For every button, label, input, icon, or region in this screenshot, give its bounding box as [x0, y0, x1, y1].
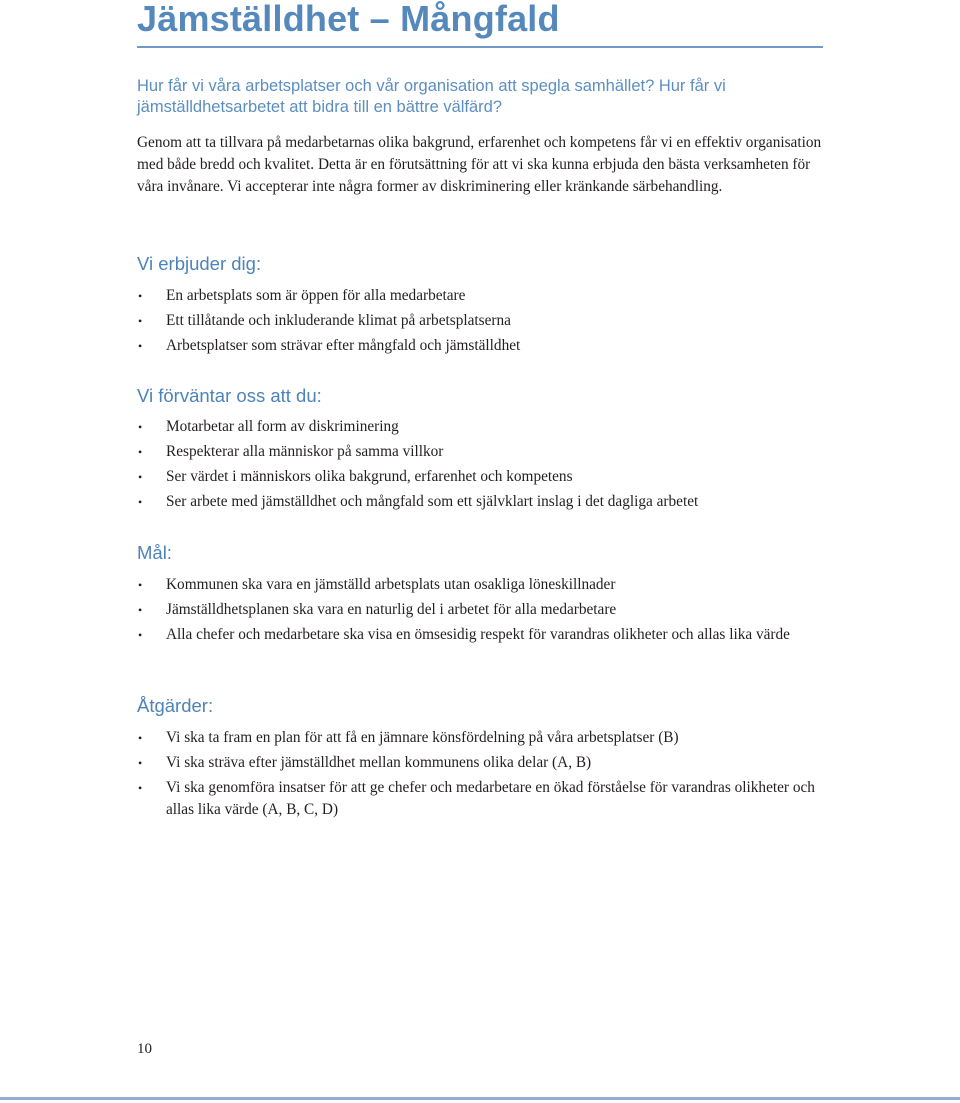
footer-rule — [0, 1097, 960, 1100]
section-heading-goals: Mål: — [137, 542, 172, 563]
intro-paragraph: Hur får vi våra arbetsplatser och vår organisation att spegla samhället? Hur får vi jämställdhetsarbetet att bidra till en bättre välfärd? — [137, 77, 726, 116]
list-item: • Motarbetar all form av diskriminering — [137, 416, 837, 438]
list-item: • Vi ska ta fram en plan för att få en jämnare könsfördelning på våra arbetsplatser (B) — [137, 727, 837, 749]
bullet-icon: • — [138, 470, 143, 484]
list-item: • En arbetsplats som är öppen för alla medarbetare — [137, 285, 837, 307]
list-item: • Ett tillåtande och inkluderande klimat på arbetsplatserna — [137, 310, 837, 332]
list-item: • Jämställdhetsplanen ska vara en naturlig del i arbetet för alla medarbetare — [137, 599, 837, 621]
bullet-icon: • — [138, 731, 143, 745]
bullet-icon: • — [138, 289, 143, 303]
section-heading-offer: Vi erbjuder dig: — [137, 253, 262, 274]
expectations-list — [137, 416, 837, 516]
title-underline — [137, 46, 823, 48]
offer-list — [137, 285, 837, 360]
goals-list — [137, 574, 837, 649]
bullet-icon: • — [138, 603, 143, 617]
bullet-icon: • — [138, 420, 143, 434]
bullet-icon: • — [138, 339, 143, 353]
list-item: • Ser arbete med jämställdhet och mångfald som ett självklart inslag i det dagliga arbetet — [137, 491, 837, 513]
page-title: Jämställdhet – Mångfald — [137, 0, 560, 39]
section-heading-actions: Åtgärder: — [137, 695, 214, 716]
bullet-icon: • — [138, 781, 143, 795]
list-item: • Kommunen ska vara en jämställd arbetsplats utan osakliga löneskillnader — [137, 574, 837, 596]
actions-list — [137, 727, 837, 824]
list-item: • Arbetsplatser som strävar efter mångfald och jämställdhet — [137, 335, 837, 357]
bullet-icon: • — [138, 756, 143, 770]
list-item: • Vi ska genomföra insatser för att ge chefer och medarbetare en ökad förståelse för varandras olikheter och allas lika värde (A, B, C, D) — [138, 779, 815, 818]
bullet-icon: • — [138, 495, 143, 509]
bullet-icon: • — [138, 628, 143, 642]
bullet-icon: • — [138, 578, 143, 592]
bullet-icon: • — [138, 445, 143, 459]
page-number: 10 — [137, 1041, 152, 1057]
bullet-icon: • — [138, 314, 143, 328]
list-item: • Alla chefer och medarbetare ska visa en ömsesidig respekt för varandras olikheter och allas lika värde — [137, 624, 837, 646]
list-item: • Ser värdet i människors olika bakgrund, erfarenhet och kompetens — [137, 466, 837, 488]
body-paragraph: Genom att ta tillvara på medarbetarnas olika bakgrund, erfarenhet och kompetens får vi en effektiv organisation med både bredd och kvalitet. Detta är en förutsättning för att vi ska kunna erbjuda den bästa verksamheten för våra invånare. Vi accepterar inte några former av diskriminering eller kränkande särbehandling. — [137, 134, 822, 195]
section-heading-expectations: Vi förväntar oss att du: — [137, 385, 322, 406]
list-item: • Vi ska sträva efter jämställdhet mellan kommunens olika delar (A, B) — [137, 752, 837, 774]
list-item: • Respekterar alla människor på samma villkor — [137, 441, 837, 463]
